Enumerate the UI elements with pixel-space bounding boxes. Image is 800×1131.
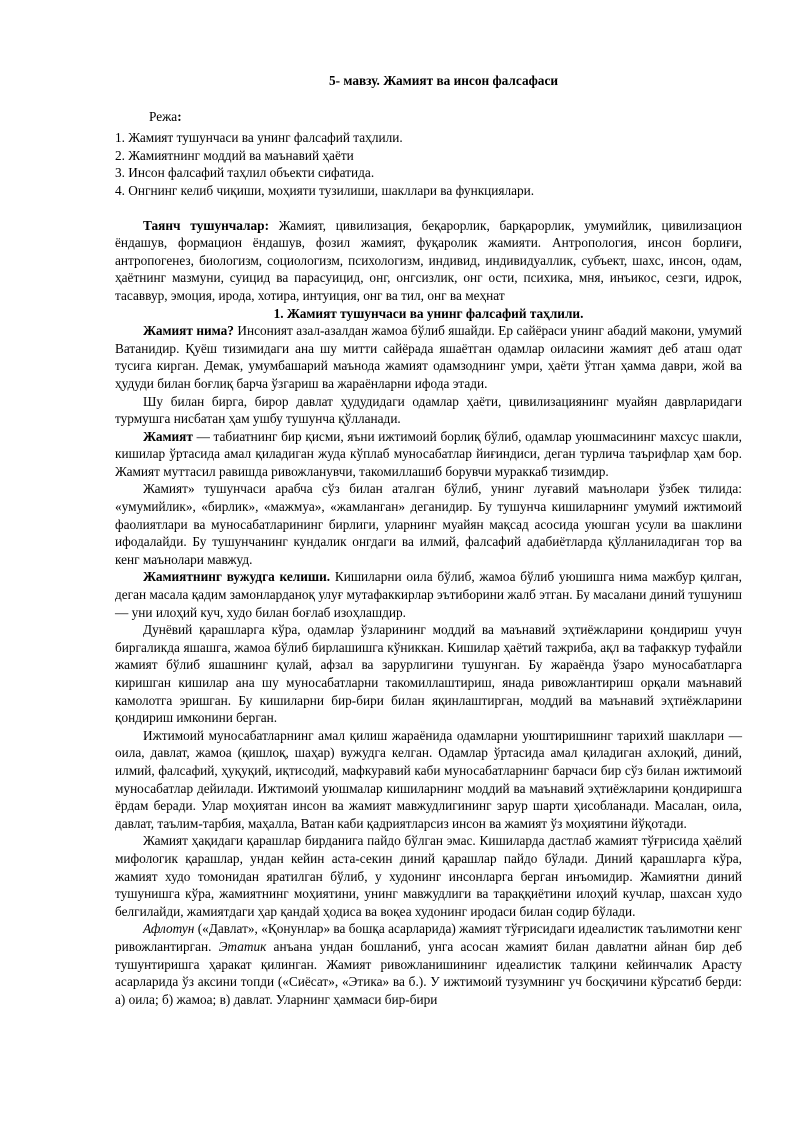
paragraph-2: Шу билан бирга, бирор давлат ҳудудидаги одамлар ҳаёти, цивилизациянинг муайян даврларидаги турмушга нисбатан ҳам ушбу тушунча қўлланади. (115, 393, 742, 427)
key-terms-text: Жамият, цивилизация, беқарорлик, барқарорлик, умумийлик, цивилизацион ёндашув, формацион ёндашув, фозил жамият, фуқаролик жамияти. Антропология, инсон борлиғи, антропогенез, биологизм, социологизм, психологизм, индивид, индивидуаллик, субъект, шахс, инсон, одам, ҳаётнинг мазмуни, суицид ва парасуицид, онг, онгсизлик, онг ости, психика, мня, инъикос, сезги, идрок, тасаввур, эмоция, ирода, хотира, интуиция, онг ва тил, онг ва меҳнат (115, 217, 742, 303)
paragraph-6: Дунёвий қарашларга кўра, одамлар ўзларининг моддий ва маънавий эҳтиёжларини қондириш учун биргаликда яшашга, жамоа бўлиб бирлашишга кўниккан. Кишилар ҳаётий тажриба, ақл ва тафаккур туфайли жамият бўлиб яшашнинг қулай, афзал ва зарурлигини тушунган. Бу жараёнда ўзаро муносабатларга киришган кишилар ана шу муносабатларни такомиллаштириш, янада ривожлантириш орқали маънавий камолотга эришган. Бу кишиларни бир-бири билан яқинлаштирган, моддий ва маънавий эҳтиёжларини қондириш имконини берган. (115, 622, 742, 726)
paragraph-9-text-1: («Давлат», «Қонунлар» ва бошқа асарларида) жамият тўғрисидаги идеалистик таълимотни кенг ривожлантирган. (115, 921, 742, 954)
section-heading: 1. Жамият тушунчаси ва унинг фалсафий таҳлили. (273, 305, 584, 321)
plan-heading (149, 108, 742, 126)
paragraph-5-text: Кишиларни оила бўлиб, жамоа бўлиб уюшишга нима мажбур қилган, деган масала қадим замонларданоқ улуғ мутафаккирлар эътиборини жалб этган. Бу масалани диний тушуниш — уни илоҳий куч, худо билан боғлаб изоҳлашдир. (115, 569, 742, 620)
plan-item: 1. Жамият тушунчаси ва унинг фалсафий таҳлили. (115, 130, 403, 146)
key-terms-label: Таянч тушунчалар: (143, 217, 269, 233)
page-title: 5- мавзу. Жамият ва инсон фалсафаси (328, 73, 559, 88)
paragraph-1 (115, 322, 742, 392)
paragraph-1-text: Инсоният азал-азалдан жамоа бўлиб яшайди. Ер сайёраси унинг абадий макони, умумий Ватанидир. Қуёш тизимидаги ана шу митти сайёрада яшаётган одамлар оиласини жамият деб аташ одат тусига кирган. Демак, умумбашарий маънода жамият одамзоднинг умри, ҳаёти ўтган ҳамма даври, жой ва ҳудуди билан боғлиқ барча ўзгариш ва жараёнларни ифода этади. (115, 323, 742, 391)
paragraph-7: Ижтимоий муносабатларнинг амал қилиш жараёнида одамларни уюштиришнинг тарихий шакллари — оила, давлат, жамоа (қишлоқ, шаҳар) вужудга келган. Одамлар ўртасида амал қиладиган ахлоқий, диний, илмий, фалсафий, ҳуқуқий, иқтисодий, мафкуравий каби муносабатларнинг барчаси бир сўз билан ижтимоий муносабатлар дейилади. Ижтимоий уюшмалар кишиларнинг моддий ва маънавий эҳтиёжларини қондиришга ёрдам беради. Улар моҳиятан инсон ва жамият мавжудлигининг зарур шарти ҳисобланади. Масалан, оила, давлат, таълим-тарбия, маҳалла, Ватан каби қадриятларсиз инсон ва жамият ўз моҳиятини йўқотади. (115, 727, 742, 831)
paragraph-1-bold: Жамият нима? (143, 323, 234, 339)
paragraph-9-italic-1: Афлотун (143, 921, 195, 937)
plan-label: Режа (149, 108, 178, 124)
paragraph-3-text: — табиатнинг бир қисми, яъни ижтимоий борлиқ бўлиб, одамлар уюшмасининг махсус шакли, кишилар ўртасида амал қиладиган жуда кўплаб муносабатлар йиғиндиси, деган турлича таърифлар ҳам бор. Жамият муттасил равишда ривожланувчи, такомиллашиб борувчи мураккаб тизимдир. (115, 428, 742, 479)
document-page (115, 72, 742, 1008)
plan-colon: : (177, 108, 182, 124)
paragraph-9-italic-2: Этатик (218, 938, 267, 954)
paragraph-3 (115, 428, 742, 481)
paragraph-5 (115, 568, 742, 621)
paragraph-9 (115, 920, 742, 1008)
paragraph-8: Жамият ҳақидаги қарашлар бирданига пайдо бўлган эмас. Кишиларда дастлаб жамият тўғрисида ҳаёлий мифологик қарашлар, ундан кейин аста-секин диний қарашлар пайдо бўлади. Диний қарашларга кўра, жамият худо томонидан яратилган бўлиб, у худонинг инсонларга берган инъомидир. Жамиятни диний тушунишга кўра, жамиятнинг моҳиятини, унинг мавжудлиги ва тараққиётини илоҳий кучлар, шахсан худо белгилайди, жамиятдаги ҳар қандай ҳодиса ва воқеа худонинг иродаси билан содир бўлади. (115, 833, 742, 919)
paragraph-4: Жамият» тушунчаси арабча сўз билан аталган бўлиб, унинг луғавий маънолари ўзбек тилида: «умумийлик», «бирлик», «мажмуа», «жамланган» деганидир. Бу тушунча кишиларнинг умумий ижтимоий фаолиятлари ва муносабатларининг бирлиги, уларнинг муайян мақсад асосида уюшган усули ва шаклини ифодалайди. Бу тушунчанинг кундалик онгдаги ва илмий, фалсафий адабиётларда қўлланиладиган тор ва кенг маънолари мавжуд. (115, 481, 742, 567)
plan-item: 3. Инсон фалсафий таҳлил объекти сифатида. (115, 165, 375, 181)
plan-item: 2. Жамиятнинг моддий ва маънавий ҳаёти (115, 147, 354, 163)
key-terms-paragraph (115, 217, 742, 305)
plan-item: 4. Онгнинг келиб чиқиши, моҳияти тузилиши, шакллари ва функциялари. (115, 182, 535, 198)
paragraph-9-text-2: анъана ундан бошланиб, унга асосан жамият билан давлатни айнан бир деб тушунтиришга ҳаракат қилинган. Жамият ривожланишининг идеалистик талқини кейинчалик Арасту асарларида ўз аксини топди («Сиёсат», «Этика» ва б.). У ижтимоий тузумнинг уч босқичини кўрсатиб берди: а) оила; б) жамоа; в) давлат. Уларнинг ҳаммаси бир-бири (115, 938, 742, 1007)
paragraph-3-bold: Жамият (143, 428, 193, 444)
paragraph-5-bold: Жамиятнинг вужудга келиши. (143, 569, 331, 585)
